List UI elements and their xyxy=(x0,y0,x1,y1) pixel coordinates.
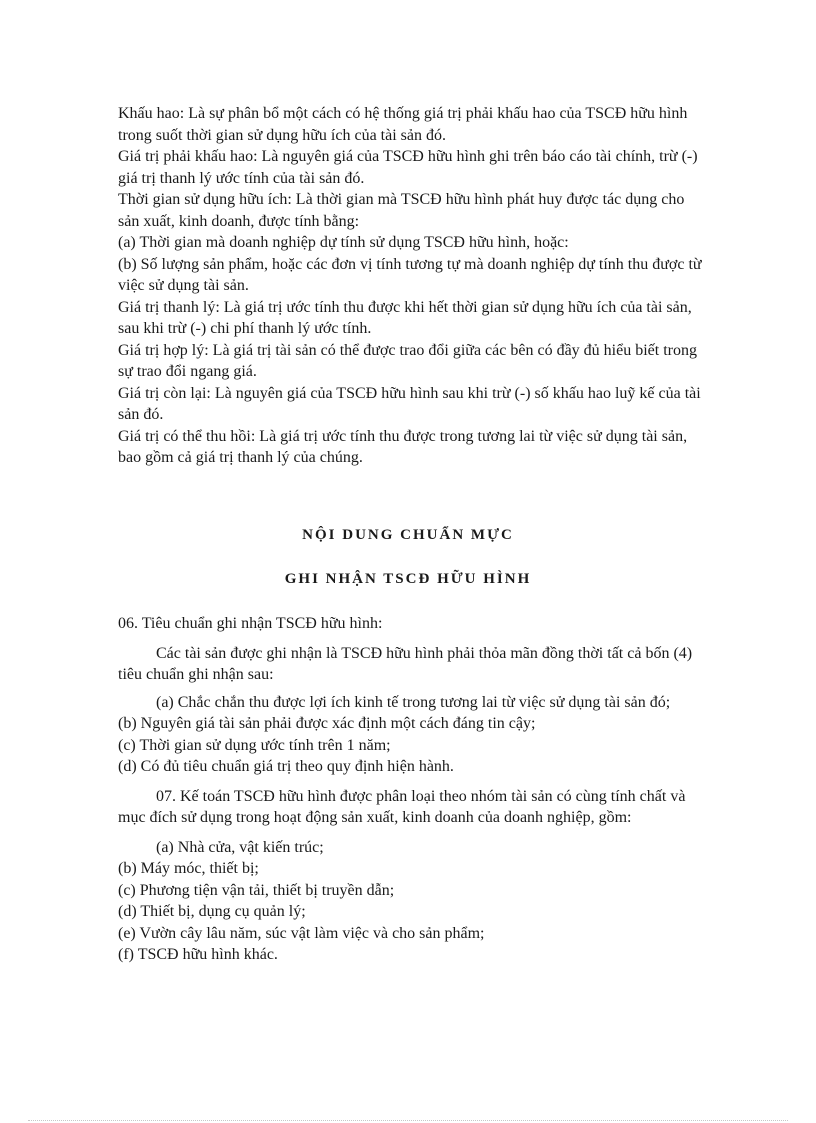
group-b: (b) Máy móc, thiết bị; xyxy=(118,860,259,877)
criterion-a: (a) Chắc chắn thu được lợi ích kinh tế trong tương lai từ việc sử dụng tài sản đó; xyxy=(156,693,671,711)
definition-fair-value: Giá trị hợp lý: Là giá trị tài sản có thể được trao đổi giữa các bên có đầy đủ hiểu biết trong sự trao đổi ngang giá. xyxy=(118,341,697,380)
definition-recoverable-amount: Giá trị có thể thu hồi: Là giá trị ước tính thu được trong tương lai từ việc sử dụng tài sản, bao gồm cả giá trị thanh lý của chúng. xyxy=(118,427,688,466)
definitions-block xyxy=(118,103,708,469)
group-c: (c) Phương tiện vận tải, thiết bị truyền dẫn; xyxy=(118,881,395,899)
definition-useful-life-option-a: (a) Thời gian mà doanh nghiệp dự tính sử dụng TSCĐ hữu hình, hoặc: xyxy=(118,234,569,251)
subsection-heading: GHI NHẬN TSCĐ HỮU HÌNH xyxy=(284,571,532,587)
section-06-title: 06. Tiêu chuẩn ghi nhận TSCĐ hữu hình: xyxy=(118,615,383,632)
group-f: (f) TSCĐ hữu hình khác. xyxy=(118,946,278,963)
section-heading: NỘI DUNG CHUẨN MỰC xyxy=(302,527,514,543)
definition-useful-life-option-b: (b) Số lượng sản phẩm, hoặc các đơn vị tính tương tự mà doanh nghiệp dự tính thu được từ việc sử dụng tài sản. xyxy=(118,255,702,294)
definition-useful-life: Thời gian sử dụng hữu ích: Là thời gian mà TSCĐ hữu hình phát huy được tác dụng cho sản xuất, kinh doanh, được tính bằng: xyxy=(118,191,685,230)
definition-depreciation: Khấu hao: Là sự phân bổ một cách có hệ thống giá trị phải khấu hao của TSCĐ hữu hình trong suốt thời gian sử dụng hữu ích của tài sản đó. xyxy=(118,105,688,144)
criterion-b: (b) Nguyên giá tài sản phải được xác định một cách đáng tin cậy; xyxy=(118,715,536,732)
definition-depreciable-amount: Giá trị phải khấu hao: Là nguyên giá của TSCĐ hữu hình ghi trên báo cáo tài chính, trừ (-) giá trị thanh lý ước tính của tài sản đó. xyxy=(118,148,698,187)
group-e: (e) Vườn cây lâu năm, súc vật làm việc và cho sản phẩm; xyxy=(118,924,485,942)
section-07-intro: 07. Kế toán TSCĐ hữu hình được phân loại theo nhóm tài sản có cùng tính chất và mục đích sử dụng trong hoạt động sản xuất, kinh doanh của doanh nghiệp, gồm: xyxy=(118,787,686,826)
section-06-intro: Các tài sản được ghi nhận là TSCĐ hữu hình phải thỏa mãn đồng thời tất cả bốn (4) tiêu chuẩn ghi nhận sau: xyxy=(118,644,693,683)
group-a: (a) Nhà cửa, vật kiến trúc; xyxy=(156,838,324,856)
group-d: (d) Thiết bị, dụng cụ quản lý; xyxy=(118,903,306,920)
standard-body xyxy=(118,613,700,966)
criterion-d: (d) Có đủ tiêu chuẩn giá trị theo quy định hiện hành. xyxy=(118,758,454,775)
criterion-c: (c) Thời gian sử dụng ước tính trên 1 năm; xyxy=(118,736,391,754)
page-bottom-divider xyxy=(28,1120,788,1121)
definition-residual-value: Giá trị thanh lý: Là giá trị ước tính thu được khi hết thời gian sử dụng hữu ích của tài sản, sau khi trừ (-) chi phí thanh lý ước tính. xyxy=(118,298,692,337)
definition-carrying-amount: Giá trị còn lại: Là nguyên giá của TSCĐ hữu hình sau khi trừ (-) số khấu hao luỹ kế của tài sản đó. xyxy=(118,384,701,423)
